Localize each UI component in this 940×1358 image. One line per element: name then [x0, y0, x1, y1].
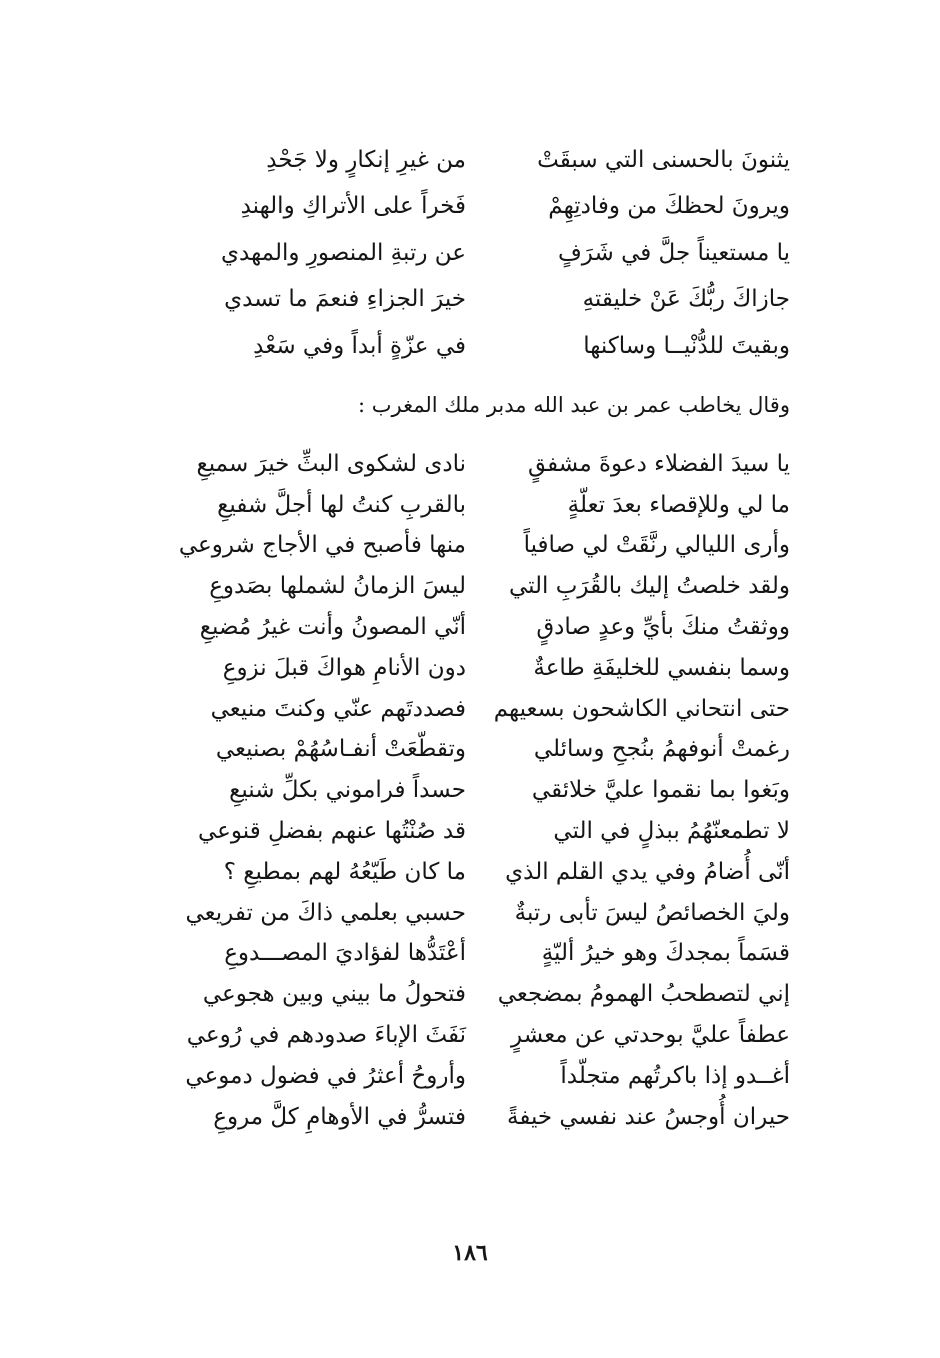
second-hemistich: فتحولُ ما بيني وبين هجوعي — [202, 981, 466, 1008]
poem-2 — [150, 444, 790, 1138]
first-hemistich: وبَغوا بما نقموا عليَّ خلائقي — [531, 777, 790, 804]
first-hemistich: قسَماً بمجدكَ وهو خيرُ أليّةٍ — [541, 940, 790, 967]
first-hemistich: يثنونَ بالحسنى التي سبقَتْ — [537, 146, 790, 173]
second-hemistich: نادى لشكوى البثِّ خيرَ سميعِ — [196, 450, 466, 477]
second-hemistich: عن رتبةِ المنصورِ والمهدي — [221, 239, 466, 266]
first-hemistich: وليَ الخصائصُ ليسَ تأبى رتبةٌ — [514, 899, 790, 926]
verse-line — [150, 934, 790, 975]
first-hemistich: حيران أُوجسُ عند نفسي خيفةً — [507, 1103, 790, 1130]
first-hemistich: ما لي وللإقصاء بعدَ تعلّةٍ — [567, 491, 790, 518]
page-number: ١٨٦ — [452, 1240, 488, 1266]
verse-line — [150, 893, 790, 934]
first-hemistich: وسما بنفسي للخليفَةِ طاعةٌ — [533, 654, 790, 681]
second-hemistich: فصددتَهم عنّي وكنتَ منيعي — [210, 695, 466, 722]
verse-line — [150, 730, 790, 771]
second-hemistich: دون الأنامِ هواكَ قبلَ نزوعِ — [222, 654, 466, 681]
second-hemistich: في عزّةٍ أبداً وفي سَعْدِ — [253, 332, 466, 359]
first-hemistich: يا سيدَ الفضلاء دعوةَ مشفقٍ — [527, 450, 790, 477]
second-hemistich: وأروحُ أعثرُ في فضول دموعي — [185, 1062, 466, 1089]
verse-line — [150, 852, 790, 893]
second-hemistich: أعْتَدُّها لفؤاديَ المصـــدوعِ — [224, 940, 466, 967]
verse-line — [150, 1056, 790, 1097]
verse-line — [150, 1097, 790, 1138]
first-hemistich: ووثقتُ منكَ بأيِّ وعدٍ صادقٍ — [536, 614, 790, 641]
first-hemistich: أنّى أُضامُ وفي يدي القلم الذي — [505, 858, 790, 885]
second-hemistich: منها فأصبح في الأجاج شروعي — [178, 532, 466, 559]
poem-intro-line: وقال يخاطب عمر بن عبد الله مدبر ملك المغرب : — [357, 393, 790, 417]
second-hemistich: ليسَ الزمانُ لشملها بصَدوعِ — [209, 573, 466, 600]
verse-line — [150, 648, 790, 689]
poem-1 — [150, 137, 790, 370]
first-hemistich: رغمتْ أنوفهمُ بنُجحِ وسائلي — [533, 736, 790, 763]
verse-line — [150, 607, 790, 648]
first-hemistich: أغــدو إذا باكرتُهم متجلّداً — [560, 1062, 790, 1089]
first-hemistich: عطفاً عليَّ بوحدتي عن معشرٍ — [511, 1022, 790, 1049]
verse-line — [150, 1015, 790, 1056]
first-hemistich: جازاكَ ربُّكَ عَنْ خليقتهِ — [582, 286, 790, 313]
first-hemistich: وأرى الليالي رنَّقَتْ لي صافياً — [523, 532, 790, 559]
first-hemistich: وبقيتَ للدُّنْيــا وساكنها — [583, 332, 790, 359]
first-hemistich: إني لتصطحبُ الهمومُ بمضجعي — [497, 981, 790, 1008]
first-hemistich: ويرونَ لحظكَ من وفادتِهِمْ — [548, 193, 790, 220]
verse-line — [150, 137, 790, 184]
verse-line — [150, 323, 790, 370]
second-hemistich: وتقطّعَتْ أنفـاسُهُمْ بصنيعي — [215, 736, 466, 763]
verse-line — [150, 689, 790, 730]
verse-line — [150, 811, 790, 852]
verse-line — [150, 770, 790, 811]
second-hemistich: خيرَ الجزاءِ فنعمَ ما تسدي — [224, 286, 466, 313]
verse-line — [150, 566, 790, 607]
second-hemistich: نَفَثَ الإباءَ صدودهم في رُوعي — [186, 1022, 466, 1049]
verse-line — [150, 974, 790, 1015]
verse-line — [150, 230, 790, 277]
verse-line — [150, 444, 790, 485]
verse-line — [150, 485, 790, 526]
second-hemistich: من غيرِ إنكارٍ ولا جَحْدِ — [266, 146, 466, 173]
second-hemistich: ما كان طَيّعُهُ لهم بمطيعِ ؟ — [223, 858, 466, 885]
second-hemistich: أنّي المصونُ وأنت غيرُ مُضيعِ — [199, 614, 466, 641]
second-hemistich: حسداً فراموني بكلِّ شنيعِ — [229, 777, 466, 804]
second-hemistich: قد صُنْتُها عنهم بفضلِ قنوعي — [197, 818, 466, 845]
first-hemistich: يا مستعيناً جلَّ في شَرَفٍ — [557, 239, 790, 266]
second-hemistich: فتسرُّ في الأوهامِ كلَّ مروعِ — [213, 1103, 466, 1130]
verse-line — [150, 184, 790, 231]
verse-line — [150, 277, 790, 324]
second-hemistich: فَخراً على الأتراكِ والهندِ — [240, 193, 466, 220]
first-hemistich: حتى انتحاني الكاشحون بسعيهم — [493, 695, 790, 722]
first-hemistich: لا تطمعنّهُمُ ببذلٍ في التي — [553, 818, 790, 845]
verse-line — [150, 526, 790, 567]
second-hemistich: حسبي بعلمي ذاكَ من تفريعي — [185, 899, 466, 926]
first-hemistich: ولقد خلصتُ إليك بالقُرَبِ التي — [508, 573, 790, 600]
second-hemistich: بالقربِ كنتُ لها أجلَّ شفيعِ — [217, 491, 466, 518]
